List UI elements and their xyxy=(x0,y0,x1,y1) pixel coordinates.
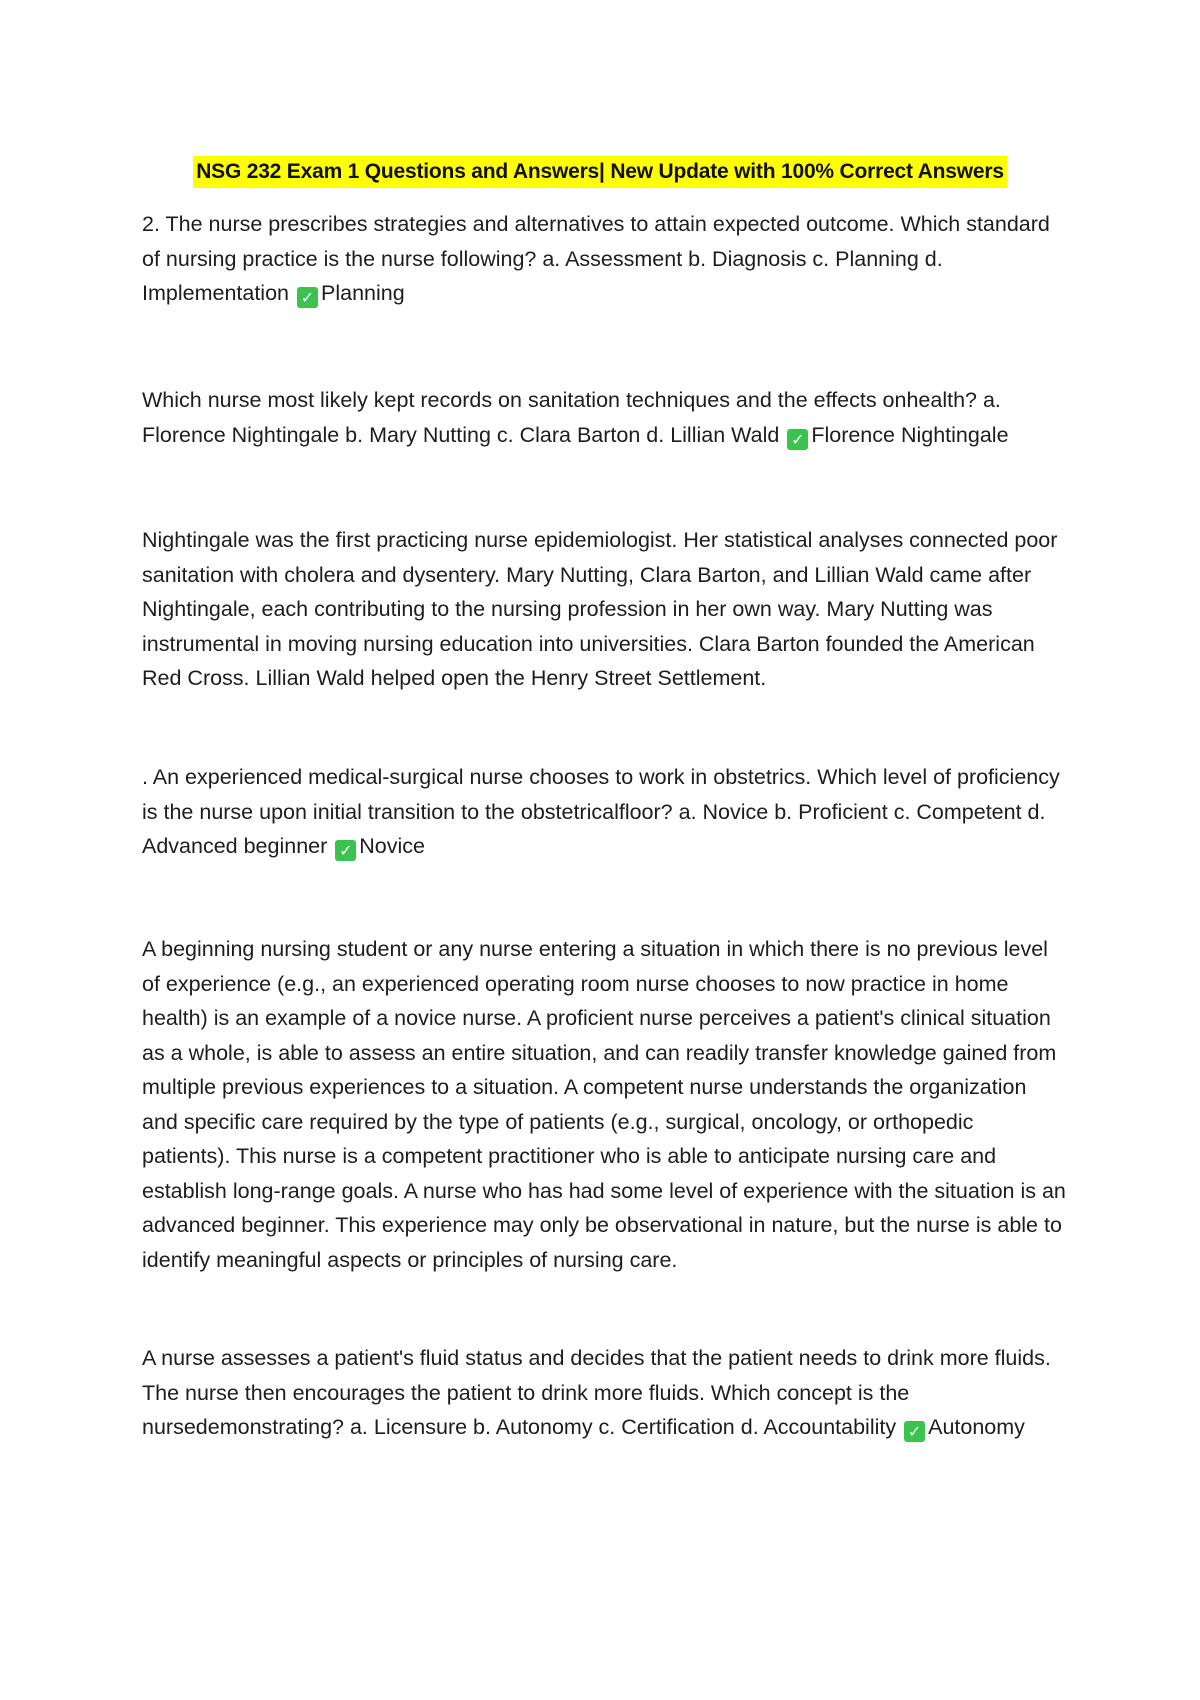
answer-text: Novice xyxy=(359,834,425,858)
rationale-1 xyxy=(142,523,1067,696)
check-mark-icon: ✓ xyxy=(787,429,808,450)
answer-text: Planning xyxy=(321,281,405,305)
question-4 xyxy=(142,1341,1067,1445)
question-3 xyxy=(142,760,1067,864)
rationale-text: Nightingale was the first practicing nurse epidemiologist. Her statistical analyses connected poor sanitation with cholera and dysentery. Mary Nutting, Clara Barton, and Lillian Wald came after Nightingale, each contributing to the nursing profession in her own way. Mary Nutting was instrumental in moving nursing education into universities. Clara Barton founded the American Red Cross. Lillian Wald helped open the Henry Street Settlement. xyxy=(142,528,1058,690)
check-mark-icon: ✓ xyxy=(904,1421,925,1442)
answer-text: Autonomy xyxy=(928,1415,1025,1439)
question-1 xyxy=(142,207,1067,311)
check-mark-icon: ✓ xyxy=(297,287,318,308)
question-text: . An experienced medical-surgical nurse chooses to work in obstetrics. Which level of proficiency is the nurse upon initial transition to the obstetricalfloor? a. Novice b. Proficient c. Competent d. Advanced beginner xyxy=(142,765,1060,858)
check-mark-icon: ✓ xyxy=(335,840,356,861)
title-wrapper xyxy=(0,156,1200,188)
answer-text: Florence Nightingale xyxy=(811,422,1009,447)
rationale-text: A beginning nursing student or any nurse entering a situation in which there is no previous level of experience (e.g., an experienced operating room nurse chooses to now practice in home health) is an example of a novice nurse. A proficient nurse perceives a patient's clinical situation as a whole, is able to assess an entire situation, and can readily transfer knowledge gained from multiple previous experiences to a situation. A competent nurse understands the organization and specific care required by the type of patients (e.g., surgical, oncology, or orthopedic patients). This nurse is a competent practitioner who is able to anticipate nursing care and establish long-range goals. A nurse who has had some level of experience with the situation is an advanced beginner. This experience may only be observational in nature, but the nurse is able to identify meaningful aspects or principles of nursing care. xyxy=(142,937,1066,1272)
question-text: A nurse assesses a patient's fluid status and decides that the patient needs to drink more fluids. The nurse then encourages the patient to drink more fluids. Which concept is the nursedemonstrating? a. Licensure b. Autonomy c. Certification d. Accountability xyxy=(142,1346,1051,1439)
question-text: Which nurse most likely kept records on sanitation techniques and the effects onhealth? a. Florence Nightingale b. Mary Nutting c. Clara Barton d. Lillian Wald xyxy=(142,388,1001,447)
question-2 xyxy=(142,383,1067,452)
document-title: NSG 232 Exam 1 Questions and Answers| New Update with 100% Correct Answers xyxy=(193,156,1007,188)
question-text: 2. The nurse prescribes strategies and alternatives to attain expected outcome. Which standard of nursing practice is the nurse following? a. Assessment b. Diagnosis c. Planning d. Implementation xyxy=(142,212,1050,305)
rationale-2 xyxy=(142,932,1067,1277)
